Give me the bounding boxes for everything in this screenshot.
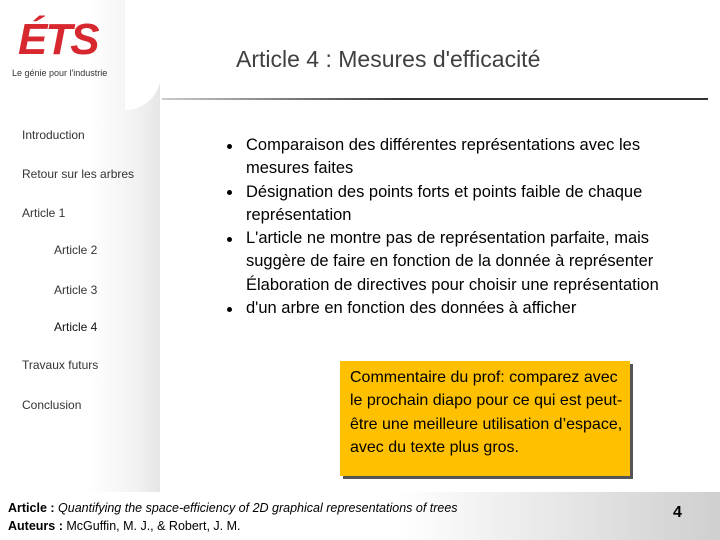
footer-authors-line [8,519,240,533]
nav-item-article-1[interactable]: Article 1 [22,206,66,220]
nav-item-introduction[interactable]: Introduction [22,128,85,142]
footer-authors-label: Auteurs : [8,519,63,533]
nav-item-conclusion[interactable]: Conclusion [22,398,82,412]
footer-article-line [8,501,458,515]
slide-footer [0,492,720,540]
bullet-dot [227,144,232,149]
bullet-dot [227,307,232,312]
bullet-item: Élaboration de directives pour choisir une représentation d'un arbre en fonction des données à afficher [246,275,659,318]
nav-item-article-2[interactable]: Article 2 [54,243,98,257]
nav-item-article-3[interactable]: Article 3 [54,283,98,297]
bullet-text-block [246,134,676,320]
professor-comment-text: Commentaire du prof: comparez avec le prochain diapo pour ce qui est peut-être une meilleure utilisation d’espace, avec du texte plus gros. [350,369,623,456]
bullet-item: Comparaison des différentes représentations avec les mesures faites [246,136,641,178]
bullet-item: Désignation des points forts et points faible de chaque représentation [246,182,643,224]
page-number: 4 [673,504,682,521]
nav-item-article-4[interactable]: Article 4 [54,320,98,334]
ets-logo [12,12,122,82]
footer-authors: McGuffin, M. J., & Robert, J. M. [66,519,241,533]
footer-article-label: Article : [8,501,55,515]
bullet-item: L'article ne montre pas de représentation parfaite, mais suggère de faire en fonction de la donnée à représenter [246,229,654,271]
logo-tagline: Le génie pour l'industrie [12,68,108,78]
nav-item-travaux-futurs[interactable]: Travaux futurs [22,358,99,372]
title-divider [162,98,708,100]
logo-mark: ÉTS [18,15,98,64]
nav-item-retour-arbres[interactable]: Retour sur les arbres [22,167,135,181]
bullet-dot [227,237,232,242]
footer-article-title: Quantifying the space-efficiency of 2D graphical representations of trees [58,501,458,515]
slide-title: Article 4 : Mesures d'efficacité [236,46,541,72]
professor-comment-box [340,361,630,476]
bullet-dot [227,190,232,195]
